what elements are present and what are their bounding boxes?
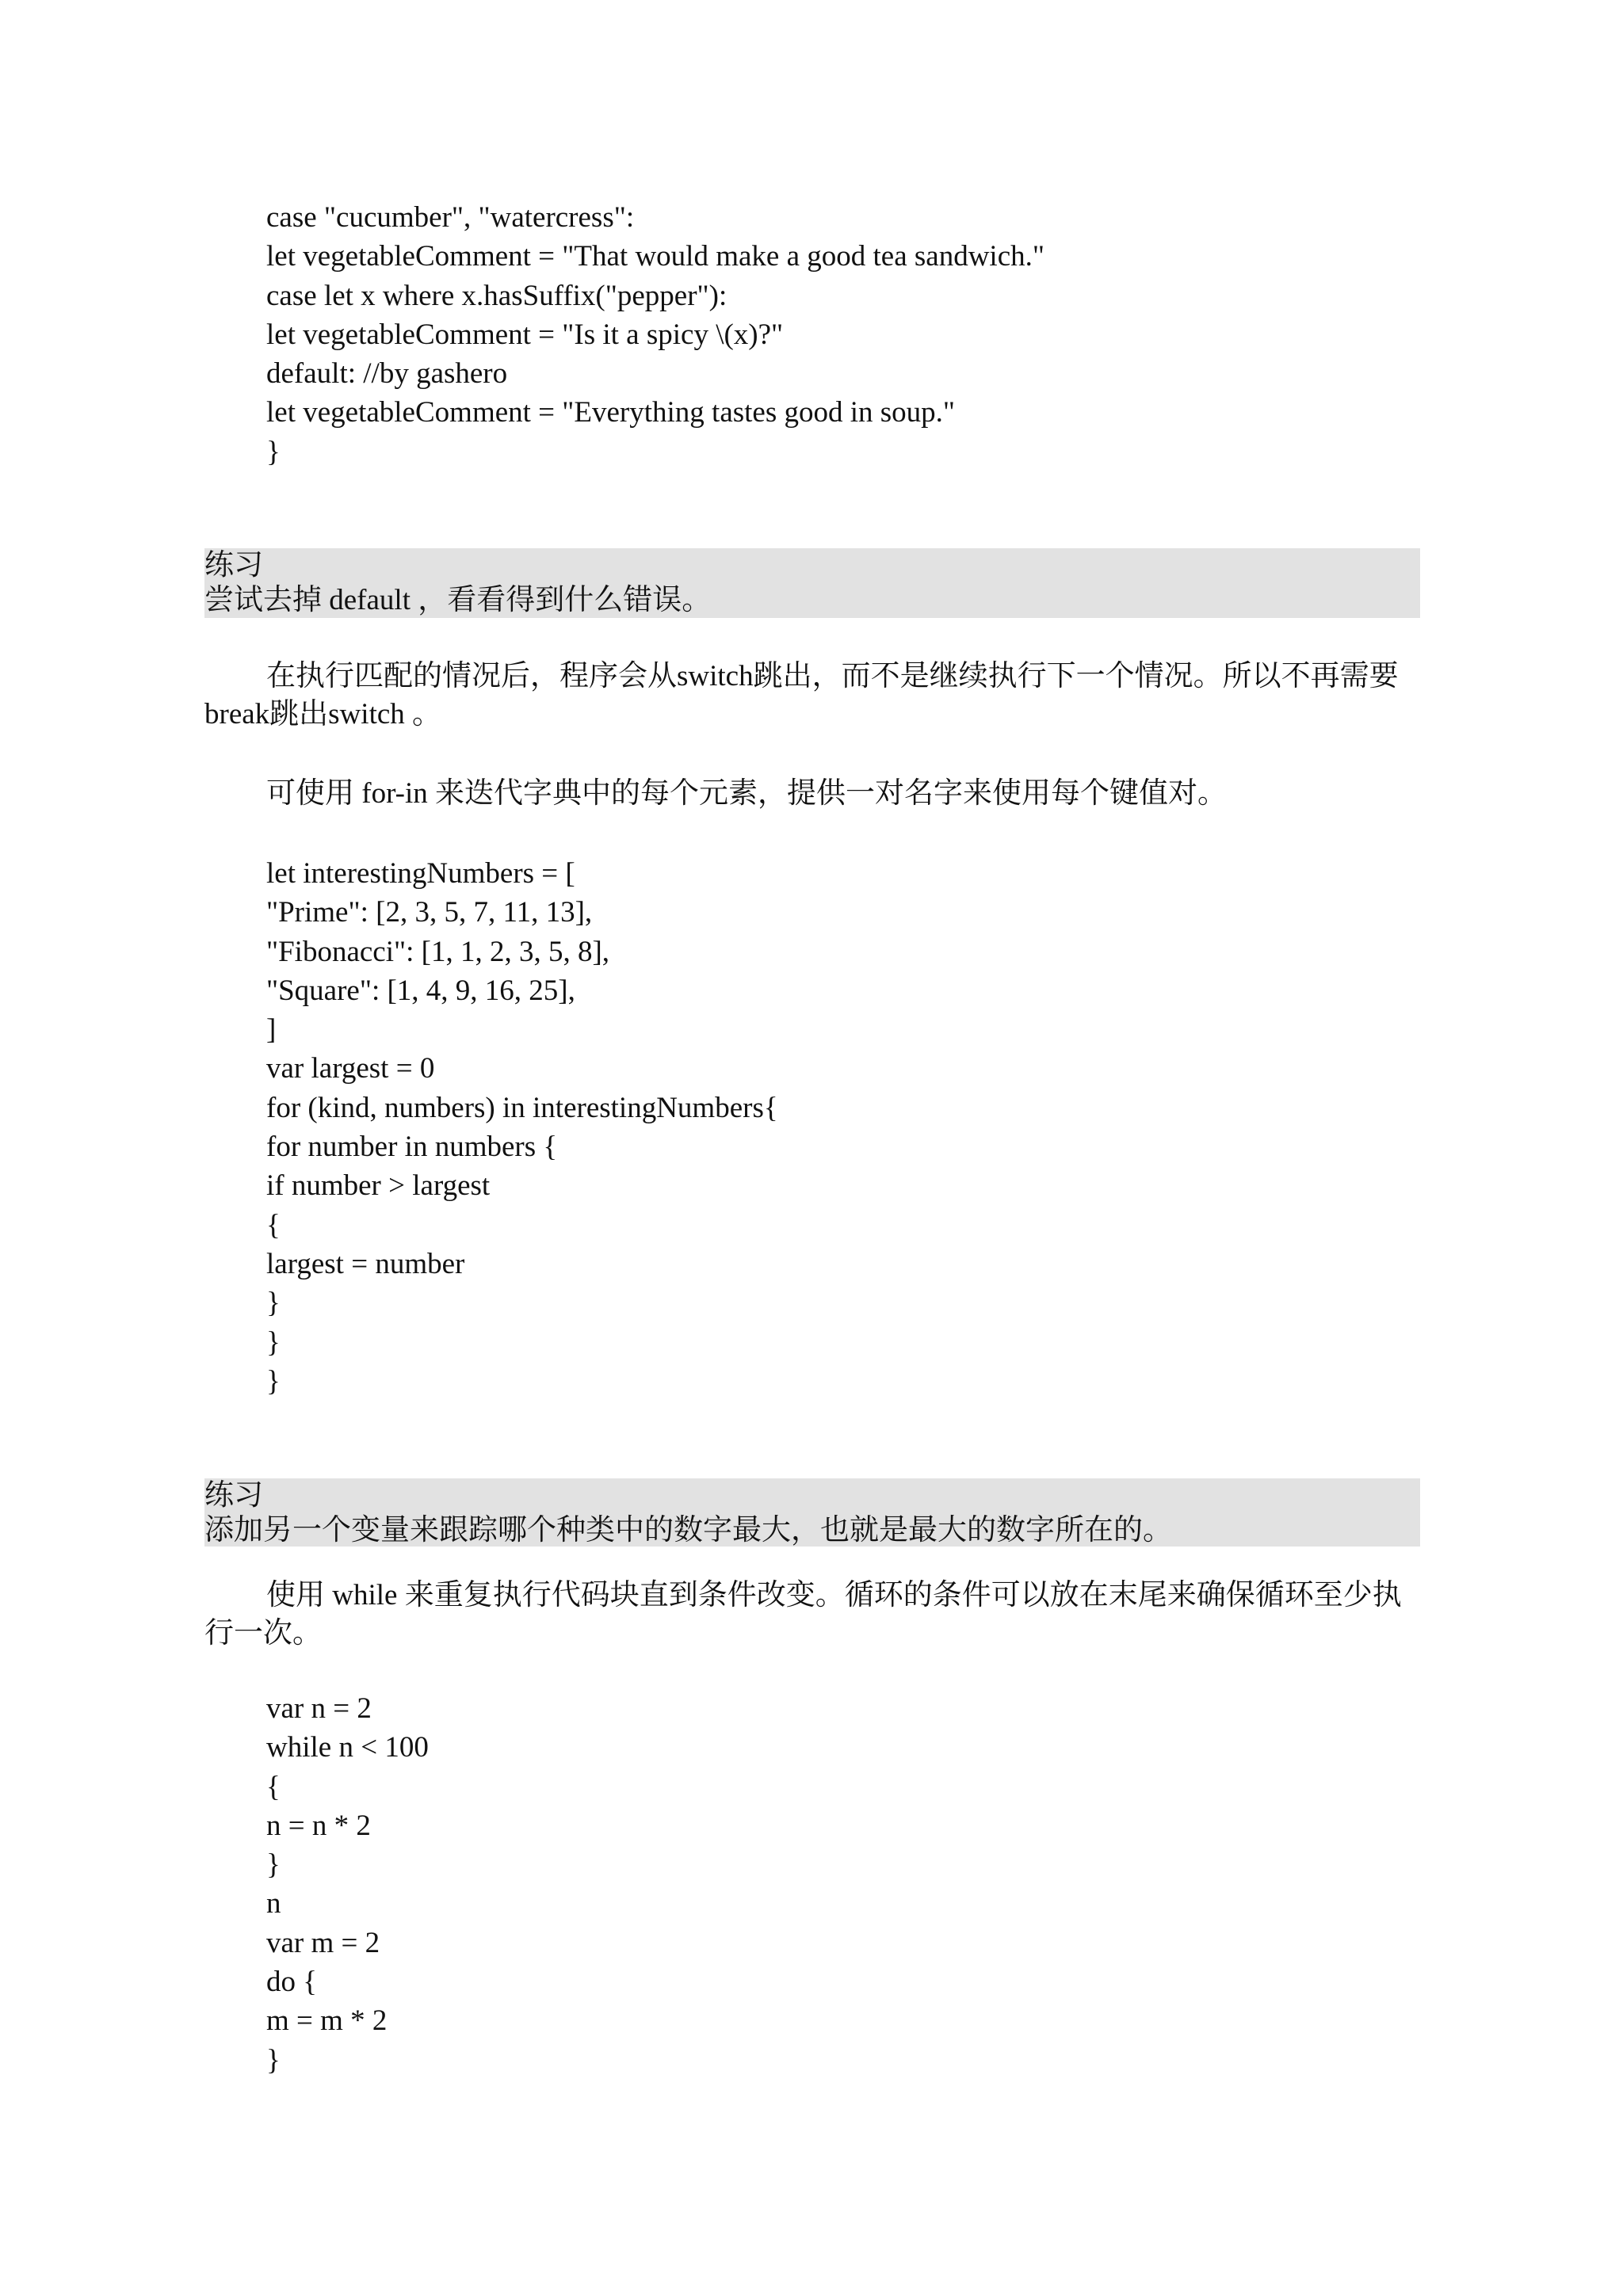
exercise-box xyxy=(204,548,1420,618)
code-line: let vegetableComment = "That would make a good tea sandwich." xyxy=(266,240,1044,273)
code-line: } xyxy=(266,2043,281,2077)
paragraph: 使用 while 来重复执行代码块直到条件改变。循环的条件可以放在末尾来确保循环至少执行一次。 xyxy=(204,1579,1402,1650)
code-line: var largest = 0 xyxy=(266,1052,435,1085)
code-line: let vegetableComment = "Is it a spicy \(x)?" xyxy=(266,318,784,351)
paragraph: 可使用 for-in 来迭代字典中的每个元素，提供一对名字来使用每个键值对。 xyxy=(266,777,1228,810)
code-line: largest = number xyxy=(266,1247,465,1280)
code-line: if number > largest xyxy=(266,1169,491,1203)
code-line: "Square": [1, 4, 9, 16, 25], xyxy=(266,974,575,1007)
code-line: } xyxy=(266,1325,281,1359)
code-line: } xyxy=(266,1848,281,1882)
exercise-box xyxy=(204,1478,1420,1547)
code-line: } xyxy=(266,1287,281,1320)
code-line: { xyxy=(266,1208,281,1241)
code-line: let interestingNumbers = [ xyxy=(266,857,575,890)
exercise-text: 添加另一个变量来跟踪哪个种类中的数字最大，也就是最大的数字所在的。 xyxy=(204,1514,1172,1547)
code-line: } xyxy=(266,1364,281,1398)
code-line: "Fibonacci": [1, 1, 2, 3, 5, 8], xyxy=(266,935,610,968)
code-line: for (kind, numbers) in interestingNumbers{ xyxy=(266,1091,778,1124)
code-line: "Prime": [2, 3, 5, 7, 11, 13], xyxy=(266,896,593,929)
code-block-while xyxy=(266,1689,429,2080)
code-line: var n = 2 xyxy=(266,1692,372,1725)
code-block-for-in xyxy=(266,854,778,1401)
code-line: n = n * 2 xyxy=(266,1809,371,1842)
paragraph: 在执行匹配的情况后，程序会从switch跳出，而不是继续执行下一个情况。所以不再需要break跳出switch 。 xyxy=(204,660,1399,730)
code-block-switch xyxy=(266,198,1044,471)
exercise-title: 练习 xyxy=(204,1479,263,1512)
code-line: default: //by gashero xyxy=(266,357,508,391)
exercise-title: 练习 xyxy=(204,549,263,582)
code-line: for number in numbers { xyxy=(266,1131,558,1164)
code-line: do { xyxy=(266,1966,318,1999)
code-line: { xyxy=(266,1770,281,1803)
code-line: case let x where x.hasSuffix("pepper"): xyxy=(266,279,727,312)
code-line: case "cucumber", "watercress": xyxy=(266,201,635,234)
code-line: ] xyxy=(266,1013,277,1047)
code-line: } xyxy=(266,435,281,468)
exercise-text: 尝试去掉 default ，看看得到什么错误。 xyxy=(204,584,712,616)
code-line: while n < 100 xyxy=(266,1731,429,1764)
code-line: m = m * 2 xyxy=(266,2004,388,2038)
code-line: let vegetableComment = "Everything tastes good in soup." xyxy=(266,396,956,429)
code-line: n xyxy=(266,1887,281,1920)
code-line: var m = 2 xyxy=(266,1926,380,1959)
